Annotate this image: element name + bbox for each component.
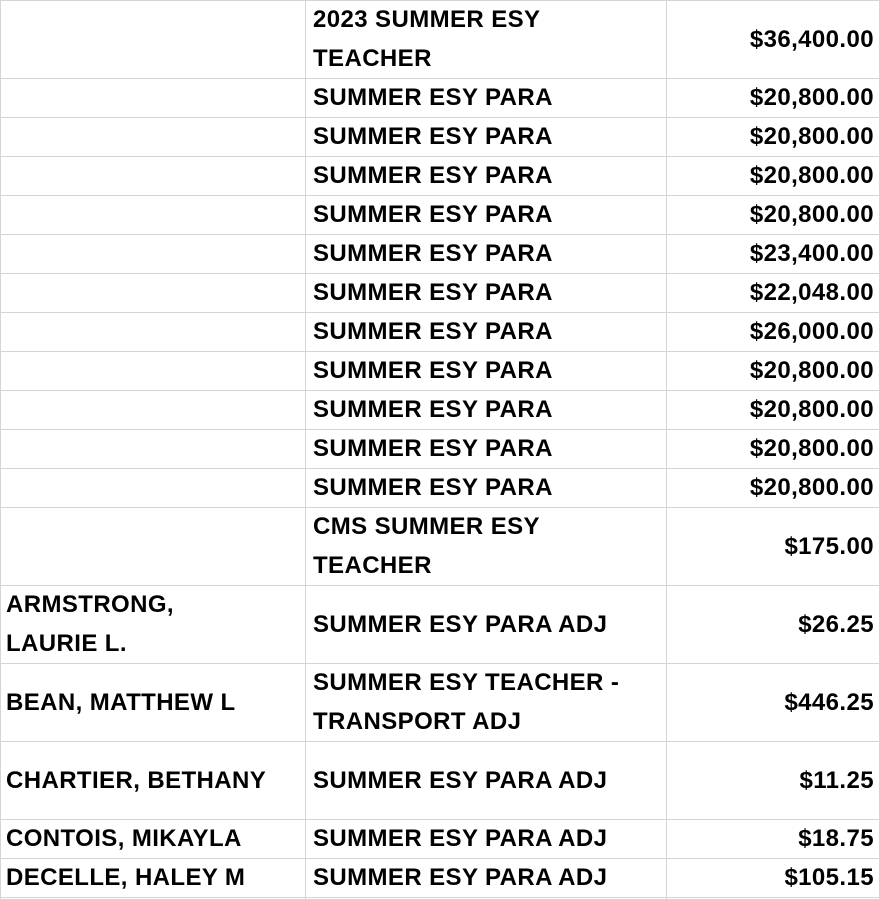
row-divider <box>0 156 880 157</box>
name-cell: ARMSTRONG, LAURIE L. <box>6 591 174 657</box>
row-divider <box>0 897 880 898</box>
description-cell: SUMMER ESY PARA <box>313 435 553 462</box>
name-cell: DECELLE, HALEY M <box>6 864 246 891</box>
row-divider <box>0 312 880 313</box>
name-cell <box>6 195 302 234</box>
amount-cell: $20,800.00 <box>749 396 874 423</box>
description-cell: SUMMER ESY PARA <box>313 279 553 306</box>
description-cell: SUMMER ESY PARA <box>313 84 553 111</box>
description-cell: SUMMER ESY PARA <box>313 162 553 189</box>
description-cell: SUMMER ESY PARA <box>313 396 553 423</box>
amount-cell: $11.25 <box>799 766 874 794</box>
amount-cell: $175.00 <box>784 532 874 560</box>
amount-cell: $105.15 <box>784 864 874 891</box>
description-cell: SUMMER ESY PARA ADJ <box>313 825 608 852</box>
description-cell: SUMMER ESY PARA ADJ <box>313 864 608 891</box>
amount-cell: $20,800.00 <box>749 435 874 462</box>
amount-cell: $20,800.00 <box>749 162 874 189</box>
row-divider <box>0 78 880 79</box>
row-divider <box>0 585 880 586</box>
name-cell <box>6 507 302 585</box>
amount-cell: $18.75 <box>798 825 874 852</box>
description-cell: SUMMER ESY TEACHER - TRANSPORT ADJ <box>313 669 620 735</box>
name-cell <box>6 0 302 78</box>
amount-cell: $26.25 <box>798 610 874 638</box>
description-cell: 2023 SUMMER ESY TEACHER <box>313 6 541 72</box>
row-divider <box>0 351 880 352</box>
amount-cell: $20,800.00 <box>749 357 874 384</box>
amount-cell: $26,000.00 <box>749 318 874 345</box>
row-divider <box>0 858 880 859</box>
name-cell: CONTOIS, MIKAYLA <box>6 825 242 852</box>
name-cell <box>6 273 302 312</box>
name-cell <box>6 390 302 429</box>
name-cell <box>6 234 302 273</box>
row-divider <box>0 273 880 274</box>
amount-cell: $446.25 <box>784 688 874 716</box>
column-divider <box>666 0 667 899</box>
column-divider <box>305 0 306 899</box>
amount-cell: $23,400.00 <box>749 240 874 267</box>
column-divider <box>0 0 1 899</box>
description-cell: SUMMER ESY PARA <box>313 357 553 384</box>
row-divider <box>0 507 880 508</box>
row-divider <box>0 117 880 118</box>
amount-cell: $20,800.00 <box>749 123 874 150</box>
name-cell <box>6 429 302 468</box>
name-cell: BEAN, MATTHEW L <box>6 688 236 716</box>
row-divider <box>0 195 880 196</box>
description-cell: SUMMER ESY PARA ADJ <box>313 766 608 794</box>
description-cell: CMS SUMMER ESY TEACHER <box>313 513 540 579</box>
name-cell <box>6 351 302 390</box>
description-cell: SUMMER ESY PARA <box>313 318 553 345</box>
amount-cell: $20,800.00 <box>749 201 874 228</box>
description-cell: SUMMER ESY PARA <box>313 240 553 267</box>
name-cell: CHARTIER, BETHANY <box>6 766 267 794</box>
description-cell: SUMMER ESY PARA <box>313 123 553 150</box>
description-cell: SUMMER ESY PARA ADJ <box>313 610 608 638</box>
name-cell <box>6 312 302 351</box>
row-divider <box>0 663 880 664</box>
amount-cell: $20,800.00 <box>749 84 874 111</box>
name-cell <box>6 117 302 156</box>
name-cell <box>6 156 302 195</box>
row-divider <box>0 0 880 1</box>
description-cell: SUMMER ESY PARA <box>313 474 553 501</box>
row-divider <box>0 741 880 742</box>
row-divider <box>0 390 880 391</box>
row-divider <box>0 819 880 820</box>
row-divider <box>0 468 880 469</box>
row-divider <box>0 429 880 430</box>
amount-cell: $22,048.00 <box>749 279 874 306</box>
amount-cell: $20,800.00 <box>749 474 874 501</box>
row-divider <box>0 234 880 235</box>
name-cell <box>6 78 302 117</box>
name-cell <box>6 468 302 507</box>
description-cell: SUMMER ESY PARA <box>313 201 553 228</box>
amount-cell: $36,400.00 <box>749 25 874 53</box>
